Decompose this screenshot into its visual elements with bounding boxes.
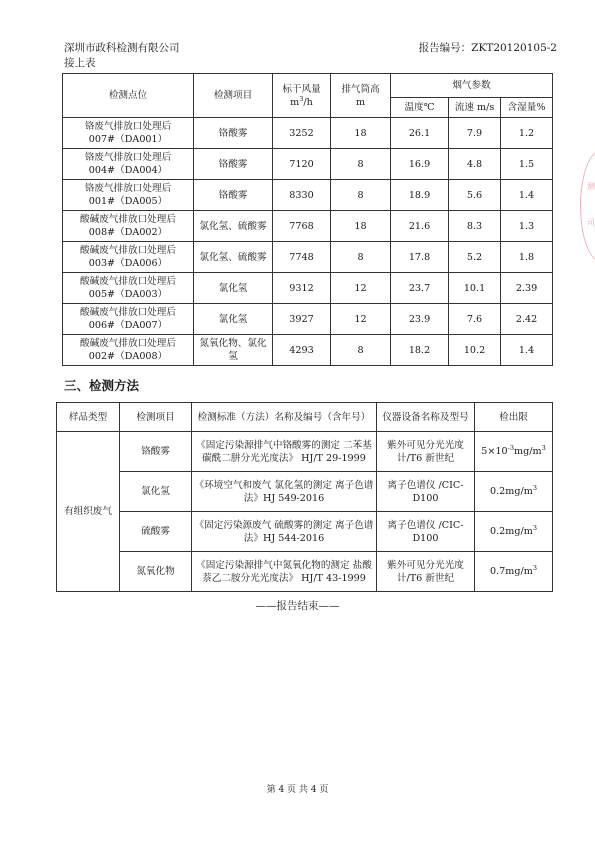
header-limit: 检出限 bbox=[475, 403, 553, 432]
table-row: 有组织废气 铬酸雾 《固定污染源排气中铬酸雾的测定 二苯基碳酰二肼分光光度法》 HJ/T 29-1999 紫外可见分光光度计/T6 新世纪 $5\times 10^{-3}mg/m^3$ bbox=[57, 432, 553, 472]
page-footer: 第 4 页 共 4 页 bbox=[266, 785, 329, 795]
header-temp: 温度℃ bbox=[391, 98, 449, 118]
table-row: 铬废气排放口处理后 004#（DA004） 铬酸雾 7120 8 16.9 4.8 1.5 bbox=[63, 149, 553, 180]
table-row: 酸碱废气排放口处理后 003#（DA006） 氯化氢、硫酸雾 7748 8 17.8 5.2 1.8 bbox=[63, 242, 553, 273]
table-row: 氯化氢 《环境空气和废气 氯化氢的测定 离子色谱法》HJ 549-2016 离子色谱仪 /CIC-D100 $0.2mg/m^3$ bbox=[57, 472, 553, 512]
header-item: 检测项目 bbox=[194, 74, 273, 118]
header-moisture: 含湿量% bbox=[501, 98, 553, 118]
report-end-text: ——报告结束—— bbox=[255, 600, 340, 612]
table-row: 硫酸雾 《固定污染源废气 硫酸雾的测定 离子色谱法》HJ 544-2016 离子色谱仪 /CIC-D100 $0.2mg/m^3$ bbox=[57, 512, 553, 552]
header-sample-type: 样品类型 bbox=[57, 403, 120, 432]
section-title: 三、检测方法 bbox=[64, 378, 140, 393]
header-point: 检测点位 bbox=[63, 74, 194, 118]
header-standard: 检测标准（方法）名称及编号（含年号） bbox=[192, 403, 377, 432]
company-name: 深圳市政科检测有限公司 bbox=[64, 42, 180, 54]
header-height: 排气筒高 m bbox=[331, 74, 391, 118]
continued-label: 接上表 bbox=[64, 57, 96, 69]
seal-stamp: 测 司 bbox=[580, 150, 595, 262]
flue-gas-parameters-table bbox=[62, 73, 553, 366]
methods-table bbox=[56, 402, 553, 592]
table-row: 酸碱废气排放口处理后 008#（DA002） 氯化氢、硫酸雾 7768 18 21.6 8.3 1.3 bbox=[63, 211, 553, 242]
table-row: 氮氧化物 《固定污染源排气中氮氧化物的测定 盐酸萘乙二胺分光光度法》 HJ/T 43-1999 紫外可见分光光度计/T6 新世纪 $0.7mg/m^3$ bbox=[57, 552, 553, 592]
header-flow: 标干风量 $m^3/h$ bbox=[273, 74, 331, 118]
header-speed: 流速 m/s bbox=[449, 98, 501, 118]
header-flue-params: 烟气参数 bbox=[391, 74, 553, 98]
table-row: 铬废气排放口处理后 001#（DA005） 铬酸雾 8330 8 18.9 5.6 1.4 bbox=[63, 180, 553, 211]
table-row: 酸碱废气排放口处理后 005#（DA003） 氯化氢 9312 12 23.7 10.1 2.39 bbox=[63, 273, 553, 304]
header-test-item: 检测项目 bbox=[120, 403, 192, 432]
table-row: 酸碱废气排放口处理后 002#（DA008） 氮氧化物、氯化氢 4293 8 18.2 10.2 1.4 bbox=[63, 335, 553, 366]
header-device: 仪器设备名称及型号 bbox=[377, 403, 475, 432]
sample-type-cell: 有组织废气 bbox=[57, 432, 120, 592]
table-row: 酸碱废气排放口处理后 006#（DA007） 氯化氢 3927 12 23.9 7.6 2.42 bbox=[63, 304, 553, 335]
table-row: 铬废气排放口处理后 007#（DA001） 铬酸雾 3252 18 26.1 7.9 1.2 bbox=[63, 118, 553, 149]
report-number: 报告编号：ZKT20120105-2 bbox=[418, 42, 557, 54]
